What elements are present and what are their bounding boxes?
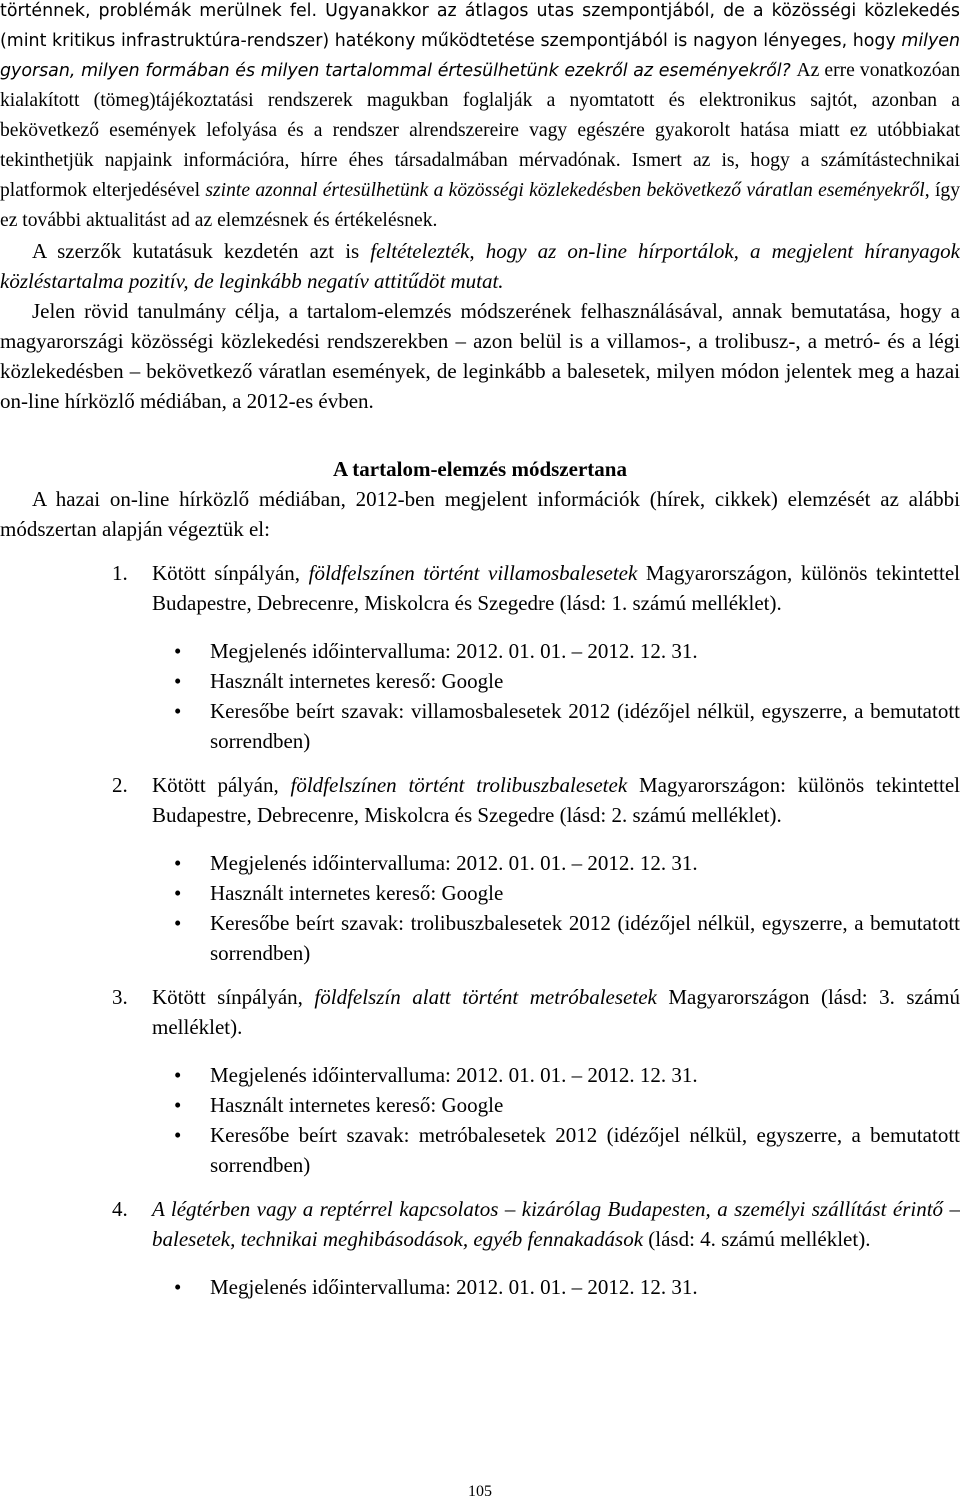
bullet-icon: •: [174, 1063, 182, 1087]
list-item-text: [152, 770, 960, 830]
criteria-item: [152, 1120, 960, 1180]
item-text-start: Kötött pályán,: [152, 773, 291, 797]
criteria-text: Megjelenés időintervalluma: 2012. 01. 01. – 2012. 12. 31.: [210, 851, 698, 875]
methodology-list: [0, 558, 960, 1302]
hypothesis-paragraph: [0, 236, 960, 296]
item-text-end: Magyarországon (lásd: 3. számú melléklet).: [152, 985, 960, 1039]
hypothesis-text: A szerzők kutatásuk kezdetén azt is: [32, 239, 371, 263]
criteria-text: Használt internetes kereső: Google: [210, 881, 504, 905]
item-text-start: Kötött sínpályán,: [152, 561, 309, 585]
criteria-item: [152, 636, 960, 666]
bullet-icon: •: [174, 1275, 182, 1299]
bullet-icon: •: [174, 881, 182, 905]
item-text-start: Kötött sínpályán,: [152, 985, 315, 1009]
tail-text-end: , így ez további aktualitást ad az elemzésnek és értékelésnek.: [0, 180, 960, 231]
paragraph-continuation: Az erre vonatkozóan kialakított (tömeg)tájékoztatási rendszerek magukban foglalják a nyomtatott és elektronikus sajtót, azonban a bekövetkező események lefolyása és a rendszer alrendszereire vagy egészére gyakorolt hatása miatt ez utóbbiakat tekinthetjük napjaink információra, hírre éhes társadalmában mérvadónak.: [0, 60, 960, 171]
list-item: [0, 982, 960, 1180]
item-italic-text: földfelszínen történt trolibuszbalesetek: [290, 773, 628, 797]
criteria-text: Keresőbe beírt szavak: trolibuszbalesetek 2012 (idézőjel nélkül, egyszerre, a bemutatott sorrendben): [210, 911, 960, 965]
criteria-text: Keresőbe beírt szavak: villamosbalesetek 2012 (idézőjel nélkül, egyszerre, a bemutatott sorrendben): [210, 699, 960, 753]
item-text-end: Magyarországon, különös tekintettel Budapestre, Debrecenre, Miskolcra és Szegedre (lásd: 1. számú melléklet).: [152, 561, 960, 615]
criteria-item: [152, 666, 960, 696]
criteria-item: [152, 1272, 960, 1302]
criteria-item: [152, 878, 960, 908]
list-item-number: 1.: [112, 561, 128, 585]
intro-italic-text: milyen gyorsan, milyen formában és milyen tartalommal értesülhetünk ezekről az eseményekről?: [0, 31, 960, 81]
criteria-item: [152, 1060, 960, 1090]
list-item: [0, 1194, 960, 1302]
list-item-number: 4.: [112, 1197, 128, 1221]
tail-text: Ismert az is, hogy a számítástechnikai platformok elterjedésével: [0, 150, 960, 201]
methodology-lead-paragraph: A hazai on-line hírközlő médiában, 2012-ben megjelent információk (hírek, cikkek) elemzését az alábbi módszertan alapján végeztük el:: [0, 487, 960, 541]
criteria-text: Megjelenés időintervalluma: 2012. 01. 01. – 2012. 12. 31.: [210, 639, 698, 663]
section-heading: A tartalom-elemzés módszertana: [333, 457, 627, 481]
list-item-number: 2.: [112, 773, 128, 797]
aim-paragraph: Jelen rövid tanulmány célja, a tartalom-elemzés módszerének felhasználásával, annak bemutatása, hogy a magyarországi közösségi közlekedési rendszerekben – azon belül is a villamos-, a trolibusz-, a metró- és a légi közlekedésben – bekövetkező váratlan események, de leginkább a balesetek, milyen módon jelentek meg a hazai on-line hírközlő médiában, a 2012-es évben.: [0, 299, 960, 413]
list-item-number: 3.: [112, 985, 128, 1009]
list-item: [0, 770, 960, 968]
criteria-item: [152, 696, 960, 756]
criteria-list: [152, 1272, 960, 1302]
item-italic-text: földfelszín alatt történt metróbalesetek: [314, 985, 657, 1009]
bullet-icon: •: [174, 851, 182, 875]
bullet-icon: •: [174, 911, 182, 935]
list-item-text: [152, 558, 960, 618]
criteria-item: [152, 1090, 960, 1120]
criteria-list: [152, 636, 960, 756]
list-item-text: [152, 982, 960, 1042]
page-number: 105: [468, 1483, 492, 1500]
criteria-text: Megjelenés időintervalluma: 2012. 01. 01. – 2012. 12. 31.: [210, 1063, 698, 1087]
item-italic-text: földfelszínen történt villamosbalesetek: [308, 561, 638, 585]
criteria-item: [152, 908, 960, 968]
criteria-text: Használt internetes kereső: Google: [210, 669, 504, 693]
bullet-icon: •: [174, 1093, 182, 1117]
criteria-item: [152, 848, 960, 878]
criteria-list: [152, 1060, 960, 1180]
list-item-text: [152, 1194, 960, 1254]
item-text-end: Magyarországon: különös tekintettel Budapestre, Debrecenre, Miskolcra és Szegedre (lásd: 2. számú melléklet).: [152, 773, 960, 827]
bullet-icon: •: [174, 669, 182, 693]
criteria-text: Megjelenés időintervalluma: 2012. 01. 01. – 2012. 12. 31.: [210, 1275, 698, 1299]
list-item: [0, 558, 960, 756]
tail-italic-text: szinte azonnal értesülhetünk a közösségi közlekedésben bekövetkező váratlan eseményekről: [205, 180, 925, 201]
bullet-icon: •: [174, 1123, 182, 1147]
hypothesis-italic-text: feltételezték, hogy az on-line hírportálok, a megjelent híranyagok közléstartalma pozitív, de leginkább negatív attitűdöt mutat.: [0, 239, 960, 293]
criteria-text: Keresőbe beírt szavak: metróbalesetek 2012 (idézőjel nélkül, egyszerre, a bemutatott sorrendben): [210, 1123, 960, 1177]
criteria-list: [152, 848, 960, 968]
item-italic-text: A légtérben vagy a reptérrel kapcsolatos – kizárólag Budapesten, a személyi szállítást érintő – balesetek, technikai meghibásodások, egyéb fennakadások: [152, 1197, 960, 1251]
intro-text: történnek, problémák merülnek fel. Ugyanakkor az átlagos utas szempontjából, de a közösségi közlekedés (mint kritikus infrastruktúra-rendszer) hatékony működtetése szempontjából is nagyon lényeges, hogy: [0, 1, 960, 51]
bullet-icon: •: [174, 639, 182, 663]
criteria-text: Használt internetes kereső: Google: [210, 1093, 504, 1117]
intro-paragraph: [0, 0, 960, 236]
bullet-icon: •: [174, 699, 182, 723]
item-text-end: (lásd: 4. számú melléklet).: [643, 1227, 871, 1251]
